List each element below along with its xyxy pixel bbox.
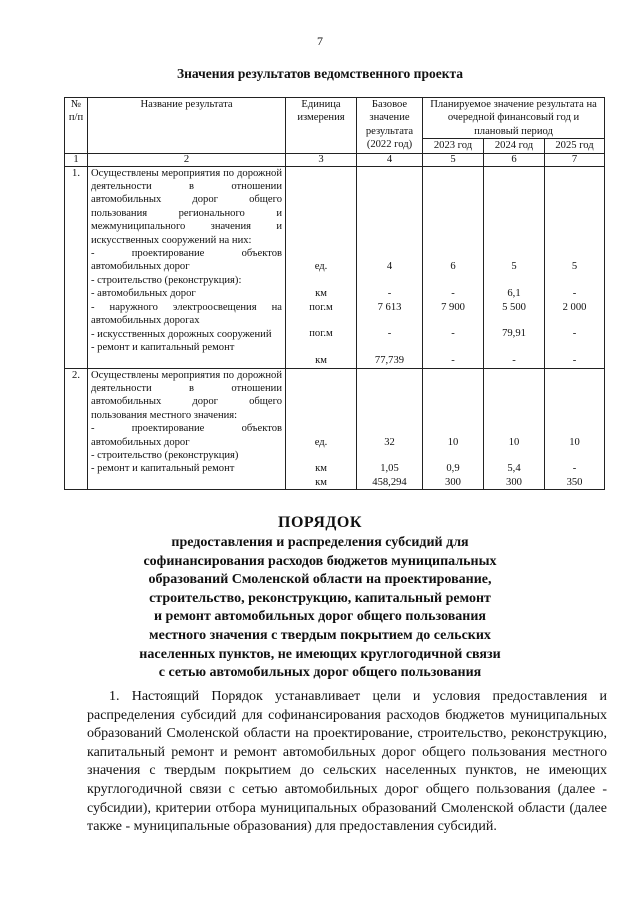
value: 6,1 xyxy=(507,288,521,300)
value: - xyxy=(572,463,577,475)
value: 77,739 xyxy=(374,355,405,367)
y2023-cell xyxy=(423,368,484,490)
page-number: 7 xyxy=(317,34,323,48)
procedure-subtitle-line: населенных пунктов, не имеющих круглогодичной связи xyxy=(139,646,501,662)
header-year-2024: 2024 год xyxy=(484,139,545,153)
value: 4 xyxy=(386,261,393,273)
value: - xyxy=(572,328,577,340)
y2025-cell xyxy=(545,166,605,368)
header-num: № п/п xyxy=(65,98,88,154)
y2023-cell xyxy=(423,166,484,368)
name-line: - строительство (реконструкция) xyxy=(91,449,239,461)
value: 5 500 xyxy=(502,301,526,313)
header-unit: Единица измерения xyxy=(286,98,357,154)
value: км xyxy=(315,288,327,300)
value: км xyxy=(315,476,327,488)
value: 7 613 xyxy=(377,301,402,313)
value: 0,9 xyxy=(446,463,460,475)
column-number: 5 xyxy=(423,153,484,166)
name-line: - проектирование объектов автомобильных дорог xyxy=(91,248,282,273)
value: км xyxy=(315,355,327,367)
value: 5 xyxy=(571,261,578,273)
name-line: - искусственных дорожных сооружений xyxy=(91,328,272,340)
header-planned: Планируемое значение результата на очередной финансовый год и плановый период xyxy=(423,98,605,139)
value: - xyxy=(451,288,455,300)
name-line: Осуществлены мероприятия по дорожной деятельности в отношении автомобильных дорог общего пользования местного значения: xyxy=(91,369,282,421)
value: ед. xyxy=(314,436,328,448)
name-line: - ремонт и капитальный ремонт xyxy=(91,463,235,475)
row-number: 1. xyxy=(65,166,88,368)
value: пог.м xyxy=(309,301,333,313)
value: - xyxy=(451,355,455,367)
name-line: - строительство (реконструкция): xyxy=(91,274,242,286)
column-number: 1 xyxy=(65,153,88,166)
result-name xyxy=(88,368,286,490)
procedure-subtitle-line: с сетью автомобильных дорог общего пользования xyxy=(158,665,482,681)
column-number: 4 xyxy=(357,153,423,166)
column-number: 2 xyxy=(88,153,286,166)
table-row xyxy=(65,368,605,490)
procedure-subtitle-line: предоставления и распределения субсидий для xyxy=(171,535,469,550)
results-table xyxy=(64,97,605,490)
value: 5 xyxy=(511,261,517,273)
base-cell xyxy=(357,368,423,490)
header-name: Название результата xyxy=(88,98,286,154)
header-year-2023: 2023 год xyxy=(423,139,484,153)
unit-cell xyxy=(286,166,357,368)
header-year-2025: 2025 год xyxy=(545,139,605,153)
procedure-subtitle-line: строительство, реконструкцию, капитальный ремонт xyxy=(149,590,491,606)
value: 1,05 xyxy=(380,463,399,475)
table-row xyxy=(65,166,605,368)
header-row xyxy=(65,98,605,139)
name-line: - ремонт и капитальный ремонт xyxy=(91,341,235,353)
name-line: Осуществлены мероприятия по дорожной деятельности в отношении автомобильных дорог общего пользования регионального и межмуниципального значения и искусственных сооружений на них: xyxy=(91,167,282,246)
procedure-subtitle-line: софинансирования расходов бюджетов муниципальных xyxy=(143,553,497,569)
value: 300 xyxy=(445,476,461,488)
y2025-cell xyxy=(545,368,605,490)
value: 300 xyxy=(506,476,522,488)
value: - xyxy=(572,288,577,300)
row-number: 2. xyxy=(65,368,88,490)
value: 350 xyxy=(566,476,583,488)
value: 6 xyxy=(450,261,456,273)
table-title: Значения результатов ведомственного проекта xyxy=(176,66,464,81)
value: - xyxy=(387,288,392,300)
value: - xyxy=(451,328,455,340)
value: - xyxy=(387,328,392,340)
value: - xyxy=(512,355,516,367)
value: 5,4 xyxy=(507,463,521,475)
result-name xyxy=(88,166,286,368)
value: 10 xyxy=(569,436,580,448)
header-base: Базовое значение результата (2022 год) xyxy=(357,98,423,154)
value: км xyxy=(315,463,327,475)
y2024-cell xyxy=(484,368,545,490)
base-cell xyxy=(357,166,423,368)
column-number: 3 xyxy=(286,153,357,166)
name-line: - проектирование объектов автомобильных дорог xyxy=(91,423,282,448)
procedure-heading xyxy=(0,512,640,683)
procedure-subtitle-line: образований Смоленской области на проектирование, xyxy=(148,572,492,588)
column-number: 7 xyxy=(545,153,605,166)
value: 79,91 xyxy=(502,328,526,340)
value: - xyxy=(572,355,577,367)
value: 7 900 xyxy=(441,301,465,313)
name-line: - автомобильных дорог xyxy=(91,288,196,300)
value: пог.м xyxy=(309,328,333,340)
value: 10 xyxy=(508,436,520,448)
column-numbers-row xyxy=(65,153,605,166)
unit-cell xyxy=(286,368,357,490)
value: 458,294 xyxy=(372,476,407,488)
name-line: - наружного электроосвещения на автомобильных дорогах xyxy=(91,301,282,327)
y2024-cell xyxy=(484,166,545,368)
value: ед. xyxy=(314,261,328,273)
procedure-subtitle-line: и ремонт автомобильных дорог общего пользования xyxy=(153,609,487,625)
column-number: 6 xyxy=(484,153,545,166)
procedure-title: ПОРЯДОК xyxy=(278,514,362,531)
value: 32 xyxy=(384,436,395,448)
procedure-subtitle-line: местного значения с твердым покрытием до сельских xyxy=(149,627,491,643)
value: 10 xyxy=(447,436,459,448)
value: 2 000 xyxy=(562,301,587,313)
paragraph-1: 1. Настоящий Порядок устанавливает цели и условия предоставления и распределения субсидий для софинансирования расходов бюджетов муниципальных образований Смоленской области на проектирование, строительство, реконструкцию, капитальный ремонт и ремонт автомобильных дорог общего пользования местного значения с твердым покрытием до сельских населенных пунктов, не имеющих круглогодичной связи с сетью автомобильных дорог общего пользования (далее - субсидии), критерии отбора муниципальных образований Смоленской области (далее также - муниципальные образования) для предоставления субсидий. xyxy=(87,689,607,835)
